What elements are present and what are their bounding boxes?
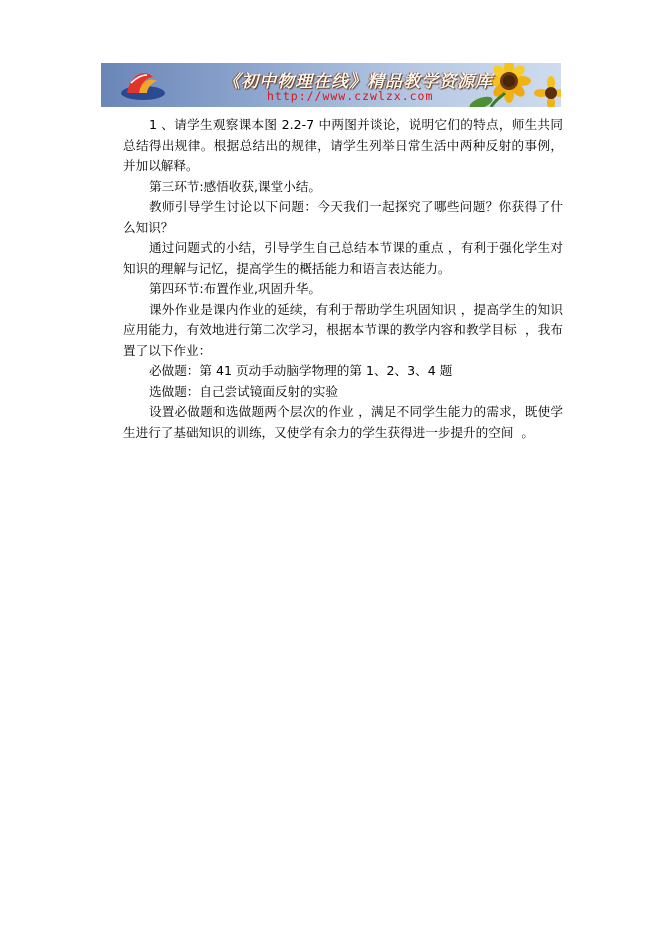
banner-url[interactable]: http://www.czwlzx.com [267,89,434,103]
document-body [123,115,563,443]
paragraph-optional-homework: 选做题：自己尝试镜面反射的实验 [149,383,338,399]
paragraph-summary: 通过问题式的小结，引导学生自己总结本节课的重点 ，有利于强化学生对知识的理解与记忆，提高学生的概括能力和语言表达能力。 [123,240,563,276]
paragraph-stage-four: 第四环节:布置作业,巩固升华。 [149,281,321,296]
paragraph-homework-purpose: 设置必做题和选做题两个层次的作业 ，满足不同学生能力的需求，既使学生进行了基础知识的训练，又使学有余力的学生获得进一步提升的空间 。 [123,404,563,440]
header-banner [101,63,561,107]
paragraph-observation: 1 、请学生观察课本图 2.2-7 中两图并谈论，说明它们的特点，师生共同总结得出规律。根据总结出的规律，请学生列举日常生活中两种反射的事例，并加以解释。 [123,117,563,173]
paragraph-discussion: 教师引导学生讨论以下问题：今天我们一起探究了哪些问题？你获得了什么知识？ [123,199,563,235]
paragraph-required-homework: 必做题：第 41 页动手动脑学物理的第 1、2、3、4 题 [149,363,453,378]
banner-title: 《初中物理在线》精品教学资源库 [223,72,493,92]
logo-icon [121,73,165,100]
paragraph-homework-intro: 课外作业是课内作业的延续，有利于帮助学生巩固知识 ，提高学生的知识应用能力，有效地进行第二次学习，根据本节课的教学内容和教学目标 ，我布置了以下作业： [123,301,563,358]
paragraph-stage-three: 第三环节:感悟收获,课堂小结。 [149,178,321,194]
